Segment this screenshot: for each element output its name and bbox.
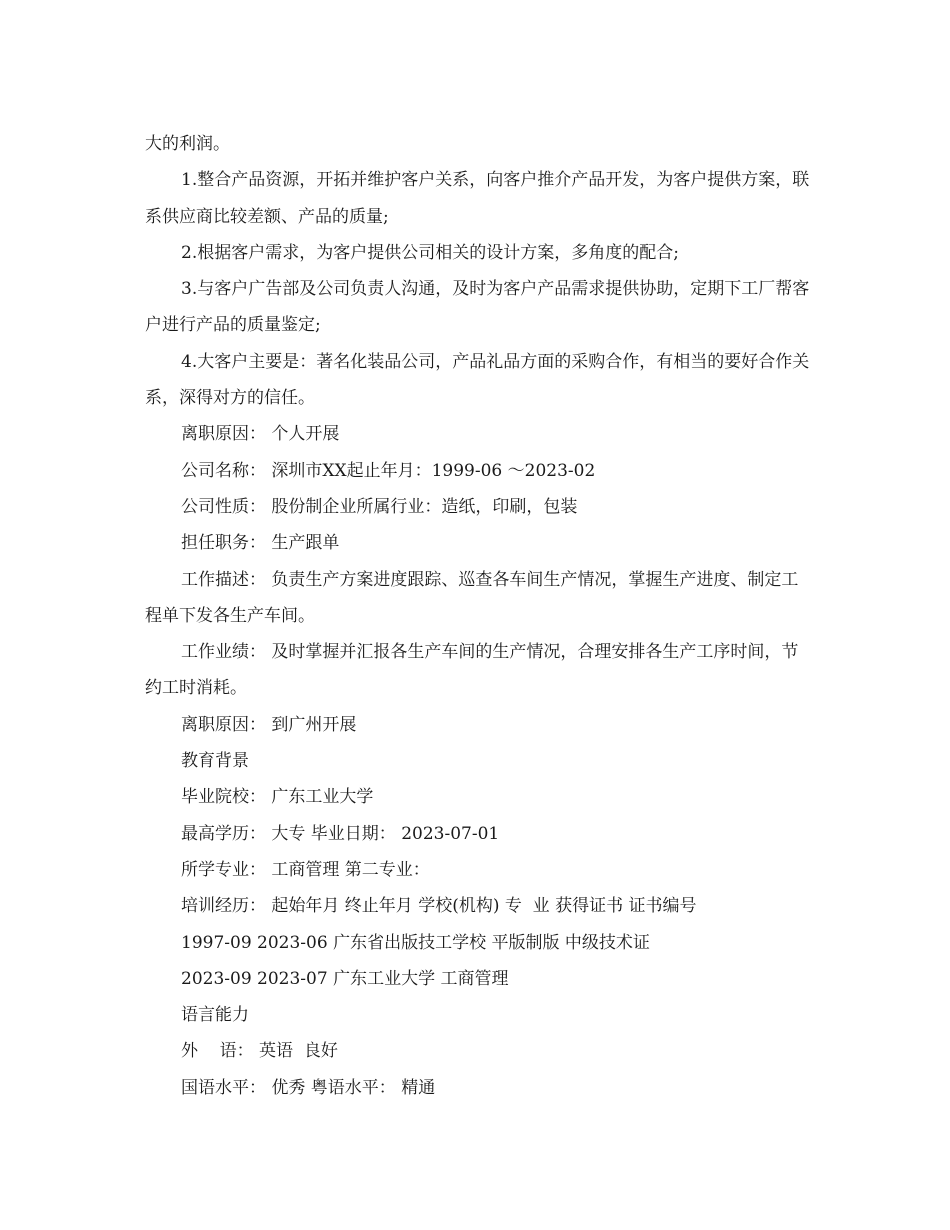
section-heading: 教育背景: [181, 751, 249, 772]
paragraph: 3.与客户广告部及公司负责人沟通，及时为客户产品需求提供协助，定期下工厂帮客户进行产品的质量鉴定;: [145, 279, 810, 336]
paragraph: 公司性质： 股份制企业所属行业：造纸，印刷，包装: [181, 496, 578, 517]
paragraph: 4.大客户主要是：著名化装品公司，产品礼品方面的采购合作，有相当的要好合作关系，深得对方的信任。: [145, 351, 810, 409]
paragraph: 大的利润。: [145, 134, 230, 154]
paragraph: 所学专业： 工商管理 第二专业：: [181, 859, 430, 880]
paragraph: 毕业院校： 广东工业大学: [181, 787, 374, 808]
paragraph: 1.整合产品资源，开拓并维护客户关系，向客户推介产品开发，为客户提供方案，联系供应商比较差额、产品的质量;: [145, 170, 810, 227]
paragraph: 外 语： 英语 良好: [181, 1041, 338, 1062]
paragraph: 工作描述： 负责生产方案进度跟踪、巡查各车间生产情况，掌握生产进度、制定工程单下发各生产车间。: [145, 569, 799, 626]
paragraph: 2023-09 2023-07 广东工业大学 工商管理: [181, 968, 509, 989]
paragraph: 1997-09 2023-06 广东省出版技工学校 平版制版 中级技术证: [181, 932, 650, 953]
paragraph: 国语水平： 优秀 粤语水平： 精通: [181, 1077, 436, 1098]
paragraph: 培训经历： 起始年月 终止年月 学校(机构) 专 业 获得证书 证书编号: [181, 896, 697, 917]
section-heading: 语言能力: [181, 1005, 249, 1026]
paragraph: 最高学历： 大专 毕业日期： 2023-07-01: [181, 823, 500, 844]
paragraph: 离职原因： 到广州开展: [181, 714, 357, 735]
paragraph: 2.根据客户需求，为客户提供公司相关的设计方案，多角度的配合;: [181, 242, 679, 263]
paragraph: 担任职务： 生产跟单: [181, 533, 340, 554]
document-body: [145, 126, 815, 1106]
paragraph: 公司名称： 深圳市XX起止年月：1999-06 ～2023-02: [181, 460, 596, 481]
paragraph: 工作业绩： 及时掌握并汇报各生产车间的生产情况，合理安排各生产工序时间，节约工时消耗。: [145, 642, 799, 699]
paragraph: 离职原因： 个人开展: [181, 424, 340, 445]
